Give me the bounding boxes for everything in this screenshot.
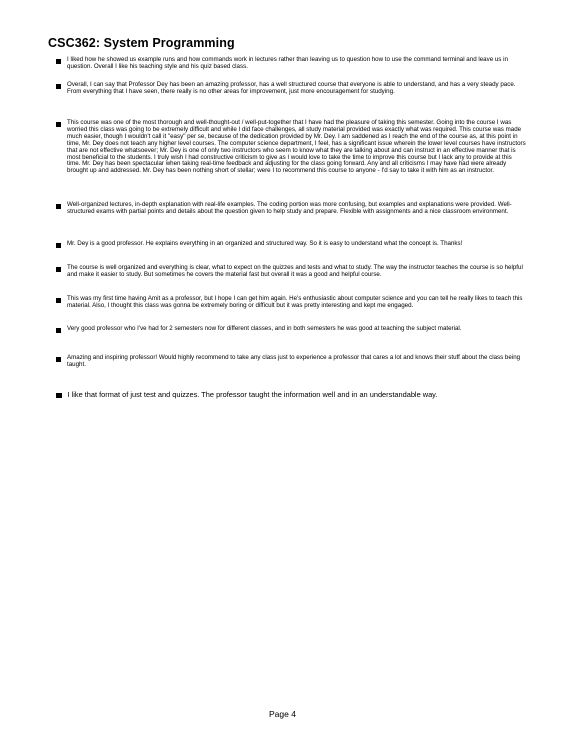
comment-item bbox=[56, 355, 526, 369]
comment-text: The course is well organized and everything is clear, what to expect on the quizzes and tests and what to study. The way the instructor teaches the course is so helpful and make it easier to study. But sometimes he covers the material fast but overall it was a good and helpful course. bbox=[67, 264, 523, 278]
bullet-square-icon bbox=[56, 393, 62, 399]
comment-item bbox=[56, 391, 526, 400]
comment-text: I like that format of just test and quizzes. The professor taught the information well and in an understandable way. bbox=[67, 390, 438, 399]
bullet-square-icon bbox=[56, 328, 61, 333]
page-number: Page 4 bbox=[269, 709, 296, 719]
bullet-square-icon bbox=[56, 298, 61, 303]
bullet-square-icon bbox=[56, 59, 61, 64]
page-title: CSC362: System Programming bbox=[48, 36, 235, 50]
bullet-square-icon bbox=[56, 267, 61, 272]
comment-text: Very good professor who I've had for 2 semesters now for different classes, and in both semesters he was good at teaching the subject material. bbox=[67, 325, 462, 332]
comment-text: Well-organized lectures, in-depth explanation with real-life examples. The coding portion was more confusing, but examples and explanations were provided. Well-structured exams with partial points and details about the question given to help study and prepare. Flexible with assignments and a nice classroom environment. bbox=[67, 201, 512, 215]
bullet-square-icon bbox=[56, 84, 61, 89]
comment-item bbox=[56, 120, 526, 175]
comment-item bbox=[56, 265, 526, 279]
bullet-square-icon bbox=[56, 204, 61, 209]
comment-text: Mr. Dey is a good professor. He explains everything in an organized and structured way. So it is easy to understand what the concept is. Thanks! bbox=[67, 240, 463, 247]
comment-item bbox=[56, 326, 526, 333]
comment-text: Overall, I can say that Professor Dey has been an amazing professor, has a well structured course that everyone is able to understand, and has a very steady pace. From everything that I have seen, there really is no other areas for improvement, just more encouragement for studying. bbox=[67, 81, 516, 95]
comment-item bbox=[56, 57, 526, 71]
comment-text: This course was one of the most thorough and well-thought-out / well-put-together that I have had the pleasure of taking this semester. Going into the course I was worried this class was going to be extremely difficult and while I did face challenges, all study material provided was exactly what was required. This course was made much easier, though I wouldn't call it "easy" per se, because of the dedication provided by Mr. Dey. I am saddened as I reach the end of the course as, at this point in time, Mr. Dey does not teach any higher level courses. The computer science department, I feel, has a significant issue wherein the lower level courses have instructors that are not effective whatsoever; Mr. Dey is one of only two instructors who seem to know what they are talking about and can instruct in an effective manner that is most beneficial to the students. I truly wish I had constructive criticism to give as I would love to take the time to improve this course but I lack any to provide at this time. Mr. Dey has been spectacular when taking real-time feedback and adjusting for the class going forward. Any and all criticisms I may have had were already brought up and addressed. Mr. Dey has been nothing short of stellar; were I to recommend this course to anyone - I'd say to take it with him as an instructor. bbox=[67, 119, 526, 175]
bullet-square-icon bbox=[56, 357, 61, 362]
comment-text: This was my first time having Amit as a professor, but I hope I can get him again. He's enthusiastic about computer science and you can tell he really likes to teach this material. Also, I thought this class was gonna be extremely boring or difficult but it was pretty interesting and kept me engaged. bbox=[67, 295, 523, 309]
comment-item bbox=[56, 296, 526, 310]
comment-text: Amazing and inspiring professor! Would highly recommend to take any class just to experience a professor that cares a lot and knows their stuff about the class being taught. bbox=[67, 354, 521, 368]
bullet-square-icon bbox=[56, 243, 61, 248]
comment-item bbox=[56, 82, 526, 96]
comment-item bbox=[56, 202, 526, 216]
comment-text: I liked how he showed us example runs and how commands work in lectures rather than leaving us to question how to use the command terminal and leave us in question. Overall I like his teaching style and his quiz based class. bbox=[67, 56, 508, 70]
comment-item bbox=[56, 241, 526, 248]
bullet-square-icon bbox=[56, 122, 61, 127]
